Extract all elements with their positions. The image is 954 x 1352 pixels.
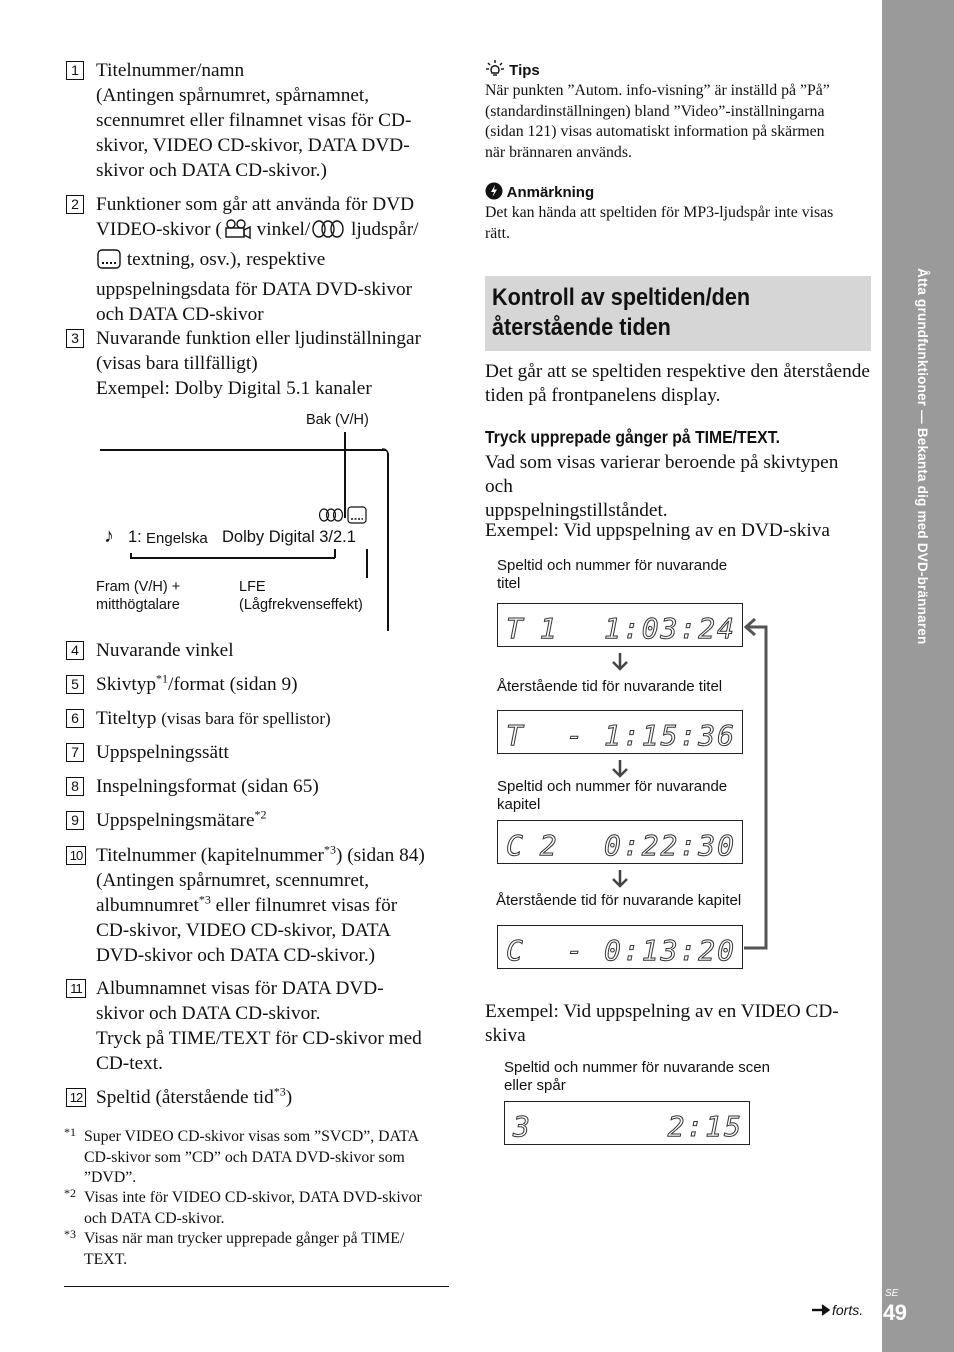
dvd-caption-2: Återstående tid för nuvarande titel [497, 678, 723, 695]
item-6-text: Titeltyp [96, 708, 162, 729]
tips-box [485, 60, 870, 163]
note-title: Anmärkning [506, 184, 595, 201]
arrow-right-icon [812, 1302, 832, 1318]
chapter-side-tab [882, 0, 954, 1352]
caption-line: eller spår [504, 1077, 566, 1094]
legend-item-10 [66, 843, 456, 968]
warning-icon [485, 184, 503, 201]
footnote-rule [64, 1286, 449, 1287]
loop-back-arrow-icon [742, 615, 772, 955]
footnote-line: Super VIDEO CD-skivor visas som ”SVCD”, DATA [84, 1128, 419, 1145]
legend-item-5 [66, 672, 456, 697]
label-lfe-line: LFE [239, 579, 266, 595]
audio-track-icon [310, 218, 346, 247]
footnote-mark: *3 [64, 1227, 76, 1241]
vcd-caption [504, 1059, 770, 1095]
caption-line: Speltid och nummer för nuvarande [497, 778, 728, 795]
item-3-line: Exempel: Dolby Digital 5.1 kanaler [96, 378, 372, 399]
item-1-line: Titelnummer/namn [96, 60, 245, 81]
footnote-3 [64, 1229, 454, 1270]
item-10-text: albumnumret [96, 895, 199, 916]
item-number-badge: 3 [66, 329, 84, 348]
item-11-line: Albumnamnet visas för DATA DVD- [96, 978, 384, 999]
legend-item-6 [66, 706, 456, 731]
footnote-ref: *3 [323, 842, 336, 857]
lcd-left-text: C [506, 934, 523, 967]
legend-item-3 [66, 326, 456, 401]
item-10-text: Titelnummer (kapitelnummer [96, 845, 324, 866]
item-11-line: CD-text. [96, 1053, 163, 1074]
item-2-line: Funktioner som går att använda för DVD [96, 194, 415, 215]
tips-line: (sidan 121) visas automatiskt information på skärmen [485, 123, 825, 140]
lcd-right-text: 0:22:30 [603, 829, 736, 862]
continued-marker [812, 1302, 863, 1318]
item-12-text: Speltid (återstående tid [96, 1087, 274, 1108]
subtitle-icon [96, 248, 122, 277]
note-box [485, 182, 870, 244]
lcd-display-2 [497, 710, 743, 754]
chapter-title: Åtta grundfunktioner — Bekanta dig med DVD-brännaren [915, 268, 930, 645]
arrow-down-icon [612, 653, 628, 671]
display-language: Engelska [146, 530, 208, 547]
continued-text: forts. [832, 1302, 864, 1318]
legend-item-9 [66, 808, 456, 833]
subtitle-icon [347, 506, 367, 529]
example-vcd-line: Exempel: Vid uppspelning av en VIDEO CD- [485, 1001, 839, 1022]
item-2-text: VIDEO-skivor ( [96, 219, 222, 240]
item-10-line: DVD-skivor och DATA CD-skivor.) [96, 945, 376, 966]
lcd-segments [498, 926, 744, 970]
example-vcd-line: skiva [485, 1025, 526, 1046]
label-front [96, 578, 180, 614]
item-10-text: ) (sidan 84) [335, 845, 425, 866]
section-heading-line: Kontroll av speltiden/den [492, 284, 751, 311]
item-2-line [96, 217, 456, 247]
footnote-line: Visas inte för VIDEO CD-skivor, DATA DVD-skivor [84, 1189, 422, 1206]
item-number-badge: 7 [66, 743, 84, 762]
note-line: rätt. [485, 224, 510, 242]
section-heading [492, 283, 870, 343]
pointer-rear [344, 432, 346, 518]
caption-line: Speltid och nummer för nuvarande scen [504, 1059, 770, 1076]
example-dvd-heading: Exempel: Vid uppspelning av en DVD-skiva [485, 520, 830, 541]
item-number-badge: 12 [66, 1088, 86, 1107]
item-number-badge: 6 [66, 709, 84, 728]
lcd-right-text: 2:15 [667, 1110, 743, 1143]
intro-line: tiden på frontpanelens display. [485, 385, 721, 406]
lcd-display-3 [497, 820, 743, 864]
note-line: Det kan hända att speltiden för MP3-ljudspår inte visas [485, 204, 834, 221]
footnote-line: Visas när man trycker upprepade gånger på TIME/ [84, 1230, 405, 1247]
item-number-badge: 5 [66, 675, 84, 694]
item-number-badge: 2 [66, 195, 84, 214]
footnote-line: och DATA CD-skivor. [84, 1209, 225, 1227]
item-10-text: eller filnumret visas för [210, 895, 398, 916]
item-3-line: (visas bara tillfälligt) [96, 353, 258, 374]
item-9-text: Uppspelningsmätare [96, 810, 255, 831]
lcd-display-1 [497, 603, 743, 647]
footnote-2 [64, 1188, 454, 1229]
lcd-segments [498, 604, 744, 648]
item-6-text: (visas bara för spellistor) [161, 709, 331, 728]
lcd-segments [498, 821, 744, 865]
caption-line: titel [497, 575, 521, 592]
item-10-line [96, 843, 456, 868]
label-front-line: Fram (V/H) + [96, 579, 181, 595]
tips-line: När punkten ”Autom. info-visning” är inställd på ”På” [485, 82, 830, 99]
lcd-right-text: - 0:13:20 [566, 934, 736, 967]
tips-heading [485, 60, 870, 81]
lcd-left-text: T 1 [506, 612, 557, 645]
display-frame-corner [382, 448, 390, 456]
tips-title: Tips [509, 62, 540, 79]
legend-item-4 [66, 638, 456, 663]
instruction-heading: Tryck upprepade gånger på TIME/TEXT. [485, 427, 780, 447]
footnote-ref: *2 [254, 807, 267, 822]
lcd-left-text: 3 [513, 1110, 530, 1143]
display-track-num: 1: [128, 528, 142, 546]
page-number [883, 1288, 907, 1326]
lcd-left-text: C 2 [506, 829, 557, 862]
legend-item-7 [66, 740, 456, 765]
lcd-right-text: 1:03:24 [603, 612, 736, 645]
pointer-lfe [366, 549, 368, 578]
instruction-line: uppspelningstillståndet. [485, 500, 668, 521]
item-2-text: vinkel/ [251, 219, 311, 240]
item-number-badge: 8 [66, 777, 84, 796]
item-number-badge: 4 [66, 641, 84, 660]
item-11-line: Tryck på TIME/TEXT för CD-skivor med [96, 1028, 422, 1049]
item-1-line: skivor och DATA CD-skivor.) [96, 160, 327, 181]
dvd-caption-1 [497, 557, 727, 593]
legend-item-1 [66, 58, 456, 183]
item-11-line: skivor och DATA CD-skivor. [96, 1003, 321, 1024]
item-1-line: skivor, VIDEO CD-skivor, DATA DVD- [96, 135, 410, 156]
item-2-line [96, 247, 456, 277]
arrow-down-icon [612, 870, 628, 888]
bracket-bottom [130, 557, 335, 559]
label-lfe-line: (Lågfrekvenseffekt) [239, 597, 363, 613]
item-number-badge: 9 [66, 811, 84, 830]
footnote-line: CD-skivor som ”CD” och DATA DVD-skivor som [84, 1148, 405, 1166]
tips-line: när brännaren används. [485, 143, 632, 161]
item-5-text: Skivtyp [96, 674, 156, 695]
footnote-1 [64, 1127, 454, 1189]
page-language: SE [885, 1288, 899, 1299]
footnote-line: TEXT. [84, 1250, 128, 1268]
bracket-right [334, 549, 336, 558]
label-rear: Bak (V/H) [306, 412, 369, 428]
footnote-line: ”DVD”. [84, 1169, 137, 1186]
section-heading-line: återstående tiden [492, 314, 671, 341]
page-number-value: 49 [883, 1300, 907, 1325]
item-4-text: Nuvarande vinkel [96, 640, 234, 661]
footnote-ref: *3 [198, 892, 211, 907]
label-front-line: mitthögtalare [96, 597, 180, 613]
dvd-caption-4: Återstående tid för nuvarande kapitel [496, 892, 742, 909]
tips-line: (standardinställningen) bland ”Video”-inställningarna [485, 102, 825, 120]
lcd-display-4 [497, 925, 743, 969]
instruction-line: Vad som visas varierar beroende på skivtypen och [485, 452, 839, 497]
item-5-text: /format (sidan 9) [168, 674, 298, 695]
audio-track-icon [318, 507, 344, 528]
footnote-ref: *3 [273, 1084, 286, 1099]
item-8-text: Inspelningsformat (sidan 65) [96, 776, 319, 797]
caption-line: Speltid och nummer för nuvarande [497, 557, 728, 574]
display-audio-format: Dolby Digital 3/2.1 [222, 528, 356, 546]
display-frame-right [387, 453, 389, 631]
item-2-text: textning, osv.), respektive [122, 249, 326, 270]
lightbulb-icon [485, 62, 505, 79]
dvd-caption-3 [497, 778, 727, 814]
intro-line: Det går att se speltiden respektive den återstående [485, 361, 870, 382]
legend-item-2 [66, 192, 456, 327]
item-2-line: och DATA CD-skivor [96, 304, 264, 325]
section-intro [485, 360, 870, 408]
item-2-text: ljudspår/ [346, 219, 419, 240]
item-1-line: (Antingen spårnumret, spårnamnet, [96, 85, 370, 106]
item-10-line [96, 893, 456, 918]
label-lfe [239, 578, 363, 614]
camera-angle-icon [222, 218, 252, 247]
arrow-down-icon [612, 760, 628, 778]
item-number-badge: 1 [66, 61, 84, 80]
caption-line: kapitel [497, 796, 541, 813]
legend-item-8 [66, 774, 456, 799]
item-number-badge: 11 [66, 979, 86, 998]
legend-item-11 [66, 976, 456, 1076]
lcd-segments [505, 1102, 751, 1146]
lcd-segments [498, 711, 744, 755]
item-10-line: (Antingen spårnumret, scennumret, [96, 870, 370, 891]
item-12-text: ) [285, 1087, 293, 1108]
item-7-text: Uppspelningssätt [96, 742, 229, 763]
item-2-line: uppspelningsdata för DATA DVD-skivor [96, 279, 413, 300]
item-number-badge: 10 [66, 846, 86, 865]
instruction-body [485, 451, 870, 523]
note-heading [485, 182, 870, 203]
lcd-right-text: - 1:15:36 [566, 719, 736, 752]
section-heading-box [485, 276, 871, 351]
example-vcd-heading [485, 1000, 870, 1048]
legend-item-12 [66, 1085, 456, 1110]
music-note-icon: ♪ [104, 525, 114, 547]
item-1-line: scennumret eller filnamnet visas för CD- [96, 110, 412, 131]
footnote-mark: *1 [64, 1125, 76, 1139]
lcd-left-text: T [506, 719, 523, 752]
lcd-display-vcd [504, 1101, 750, 1145]
item-3-line: Nuvarande funktion eller ljudinställningar [96, 328, 422, 349]
item-10-line: CD-skivor, VIDEO CD-skivor, DATA [96, 920, 391, 941]
footnote-ref: *1 [156, 671, 168, 686]
footnote-mark: *2 [64, 1186, 76, 1200]
